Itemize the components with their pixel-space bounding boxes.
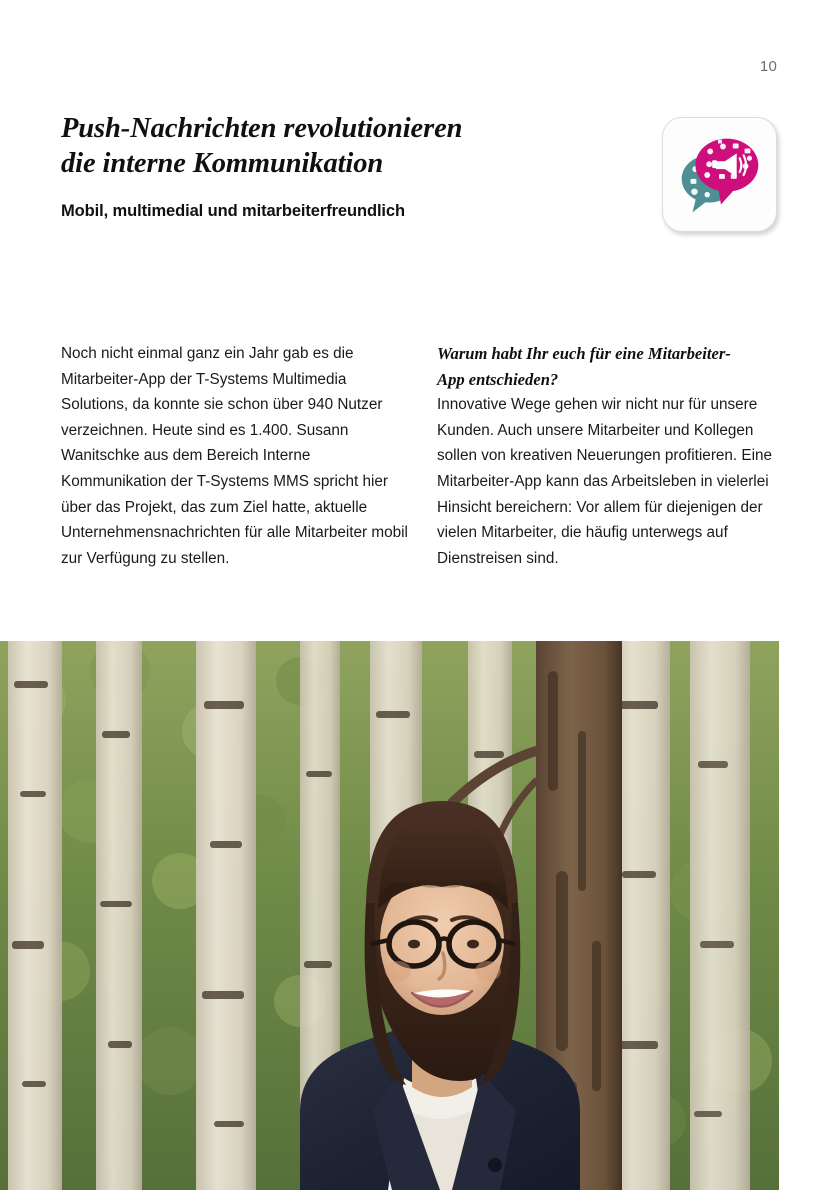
page-subtitle: Mobil, multimedial und mitarbeiterfreundlich	[61, 202, 405, 220]
page-title	[61, 111, 621, 181]
article-column-left	[61, 341, 413, 571]
mitarbeiter-app-icon	[662, 117, 777, 232]
interview-question	[437, 341, 777, 392]
headline-line-1: Push-Nachrichten revolutionieren	[61, 113, 463, 144]
question-line-2: App entschieden?	[437, 369, 559, 389]
question-line-1: Warum habt Ihr euch für eine Mitarbeiter-	[437, 344, 731, 363]
page-number: 10	[759, 58, 777, 75]
headline-line-2: die interne Kommunikation	[61, 148, 384, 179]
interview-answer: Innovative Wege gehen wir nicht nur für unsere Kunden. Auch unsere Mitarbeiter und Kollegen sollen von kreativen Neuerungen profitieren. Eine Mitarbeiter-App kann das Arbeitsleben in vielerlei Hinsicht bereichern: Vor allem für diejenigen der vielen Mitarbeiter, die häufig unterwegs auf Dienstreisen sind.	[437, 396, 773, 567]
portrait-photo	[0, 641, 779, 1190]
article-column-right	[437, 341, 777, 571]
lead-paragraph: Noch nicht einmal ganz ein Jahr gab es die Mitarbeiter-App der T-Systems Multimedia Solutions, da konnte sie schon über 940 Nutzer verzeichnen. Heute sind es 1.400. Susann Wanitschke aus dem Bereich Interne Kommunikation der T-Systems MMS spricht hier über das Projekt, das zum Ziel hatte, aktuelle Unternehmensnachrichten für alle Mitarbeiter mobil zur Verfügung zu stellen.	[61, 345, 408, 567]
